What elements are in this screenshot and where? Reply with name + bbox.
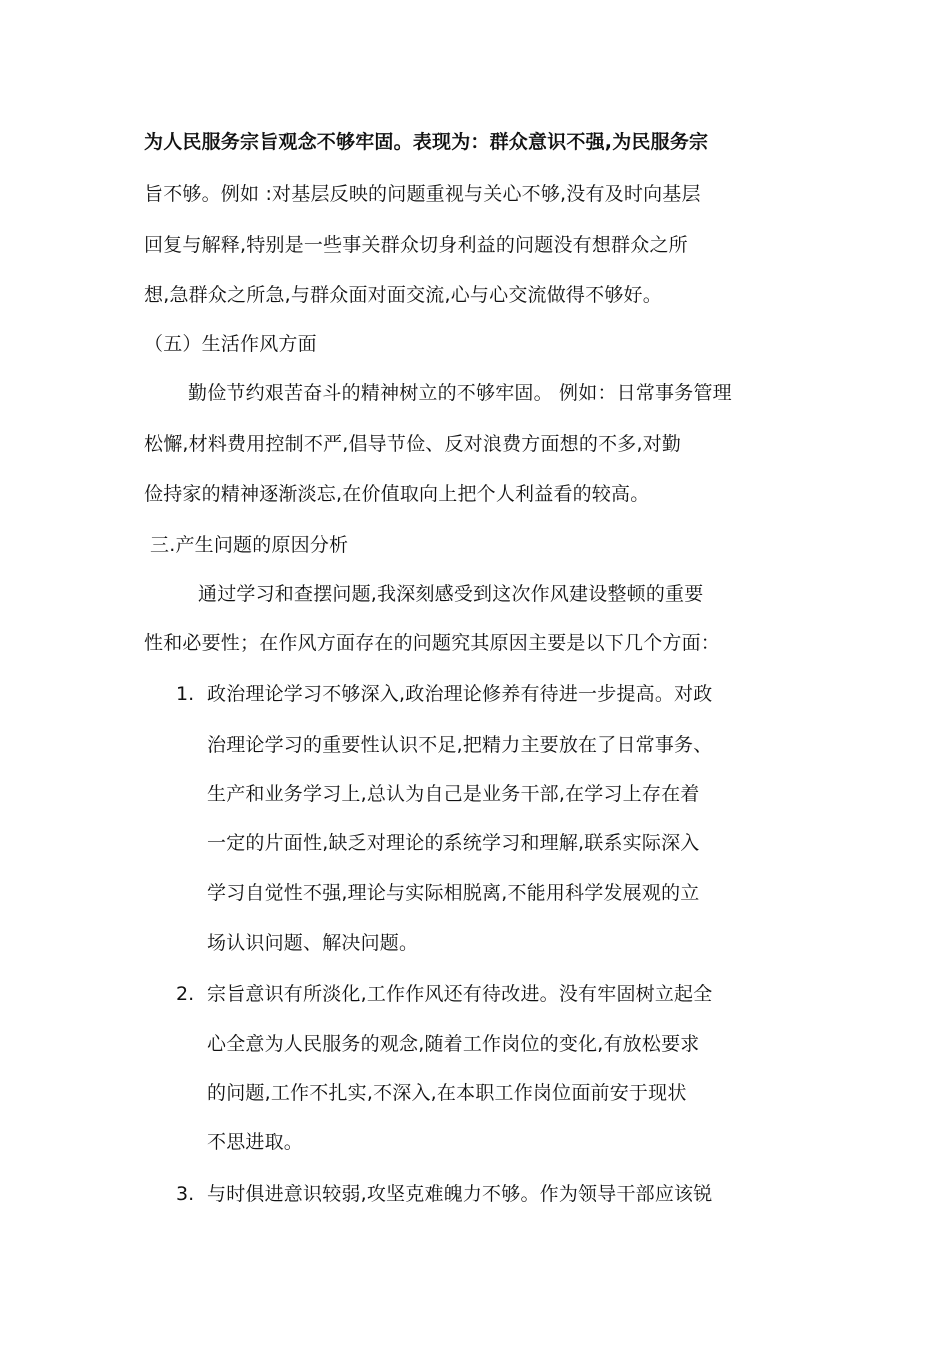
list-item-line: 不思进取。 <box>207 1131 304 1153</box>
list-item-line: 学习自觉性不强,理论与实际相脱离,不能用科学发展观的立 <box>207 882 700 904</box>
list-item-line: 与时俱进意识较弱,攻坚克难魄力不够。作为领导干部应该锐 <box>207 1183 713 1205</box>
list-item-number: 3. <box>176 1183 195 1205</box>
paragraph-line: 松懈,材料费用控制不严,倡导节俭、反对浪费方面想的不多,对勤 <box>144 433 682 455</box>
paragraph-line: 勤俭节约艰苦奋斗的精神树立的不够牢固。 例如：日常事务管理 <box>188 382 732 404</box>
paragraph-line: 通过学习和查摆问题,我深刻感受到这次作风建设整顿的重要 <box>198 583 704 605</box>
paragraph-line: 性和必要性；在作风方面存在的问题究其原因主要是以下几个方面： <box>144 632 721 654</box>
list-item-line: 一定的片面性,缺乏对理论的系统学习和理解,联系实际深入 <box>207 832 700 854</box>
list-item-line: 场认识问题、解决问题。 <box>207 932 419 954</box>
paragraph-line: 想,急群众之所急,与群众面对面交流,心与心交流做得不够好。 <box>144 284 662 306</box>
section-heading: 三.产生问题的原因分析 <box>150 534 349 556</box>
list-item-number: 1. <box>176 683 195 705</box>
list-item-number: 2. <box>176 983 195 1005</box>
list-item-line: 政治理论学习不够深入,政治理论修养有待进一步提高。对政 <box>207 683 713 705</box>
paragraph-line: 旨不够。例如 :对基层反映的问题重视与关心不够,没有及时向基层 <box>144 183 701 205</box>
section-heading: （五）生活作风方面 <box>144 333 317 355</box>
list-item-line: 心全意为人民服务的观念,随着工作岗位的变化,有放松要求 <box>207 1033 700 1055</box>
list-item-line: 的问题,工作不扎实,不深入,在本职工作岗位面前安于现状 <box>207 1082 687 1104</box>
paragraph-line: 回复与解释,特别是一些事关群众切身利益的问题没有想群众之所 <box>144 234 688 256</box>
list-item-line: 宗旨意识有所淡化,工作作风还有待改进。没有牢固树立起全 <box>207 983 713 1005</box>
paragraph-line: 俭持家的精神逐渐淡忘,在价值取向上把个人利益看的较高。 <box>144 483 650 505</box>
paragraph-lead-bold: 为人民服务宗旨观念不够牢固。表现为：群众意识不强,为民服务宗 <box>144 131 709 153</box>
list-item-line: 治理论学习的重要性认识不足,把精力主要放在了日常事务、 <box>207 734 713 756</box>
list-item-line: 生产和业务学习上,总认为自己是业务干部,在学习上存在着 <box>207 783 700 805</box>
